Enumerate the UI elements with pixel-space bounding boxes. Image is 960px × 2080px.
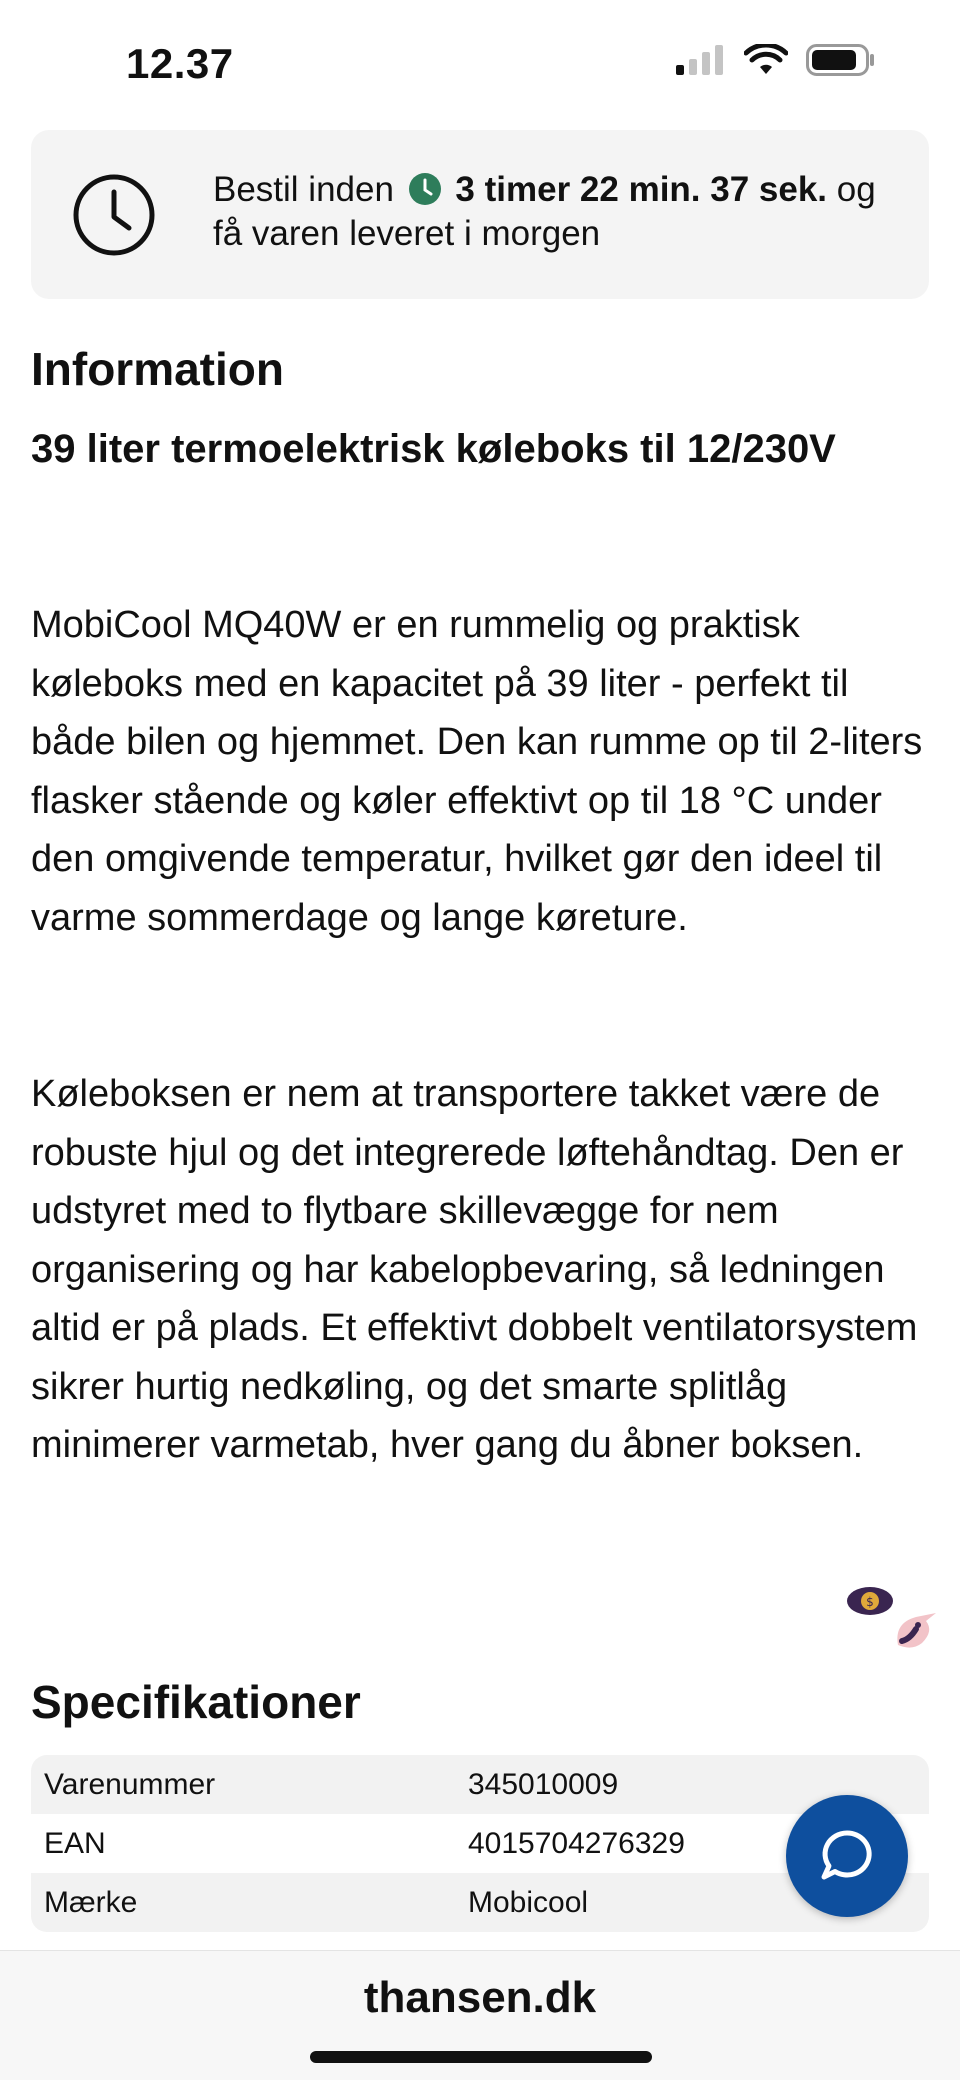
battery-icon [806, 44, 876, 76]
spec-value: Mobicool [468, 1885, 589, 1919]
chat-button[interactable] [786, 1795, 908, 1917]
countdown-clock-icon [408, 172, 442, 206]
status-time: 12.37 [126, 40, 234, 87]
wifi-icon [744, 44, 788, 76]
spec-value: 345010009 [468, 1767, 619, 1801]
chat-bubble-icon [818, 1827, 876, 1885]
delivery-text [213, 168, 893, 256]
delivery-countdown: 3 timer 22 min. 37 sek. [455, 170, 828, 209]
table-row [31, 1755, 929, 1814]
status-bar [0, 0, 960, 130]
spec-label: EAN [44, 1826, 106, 1860]
delivery-prefix: Bestil inden [213, 170, 394, 209]
spec-label: Mærke [44, 1885, 138, 1919]
svg-text:$: $ [866, 1595, 874, 1609]
specifications-heading: Specifikationer [31, 1676, 361, 1728]
home-indicator [310, 2051, 652, 2063]
information-heading: Information [31, 343, 284, 395]
description-paragraph-2: Køleboksen er nem at transportere takket være de robuste hjul og det integrerede løftehåndtag. Den er udstyret med to flytbare skillevægge for nem organisering og har kabelopbevaring, så ledningen altid er på plads. Et effektivt dobbelt ventilatorsystem sikrer hurtig nedkøling, og det smarte splitlåg minimerer varmetab, hver gang du åbner boksen. [31, 1073, 918, 1466]
browser-address-bar[interactable] [0, 1950, 960, 2080]
delivery-suffix: og få varen leveret i morgen [213, 170, 876, 253]
spec-label: Varenummer [44, 1767, 216, 1801]
url-text[interactable]: thansen.dk [363, 1973, 597, 2022]
spec-value: 4015704276329 [468, 1826, 685, 1860]
cellular-signal-icon [676, 45, 726, 75]
product-title: 39 liter termoelektrisk køleboks til 12/230V [31, 427, 836, 471]
description-paragraph-1: MobiCool MQ40W er en rummelig og praktisk køleboks med en kapacitet på 39 liter - perfekt til både bilen og hjemmet. Den kan rumme op til 2-liters flasker stående og køler effektivt op til 18 °C under den omgivende temperatur, hvilket gør den ideel til varme sommerdage og lange køreture. [31, 604, 923, 939]
clock-icon [71, 172, 157, 258]
promo-bird-widget[interactable] [840, 1583, 950, 1673]
delivery-countdown-banner [31, 130, 929, 299]
status-icons [676, 44, 876, 76]
